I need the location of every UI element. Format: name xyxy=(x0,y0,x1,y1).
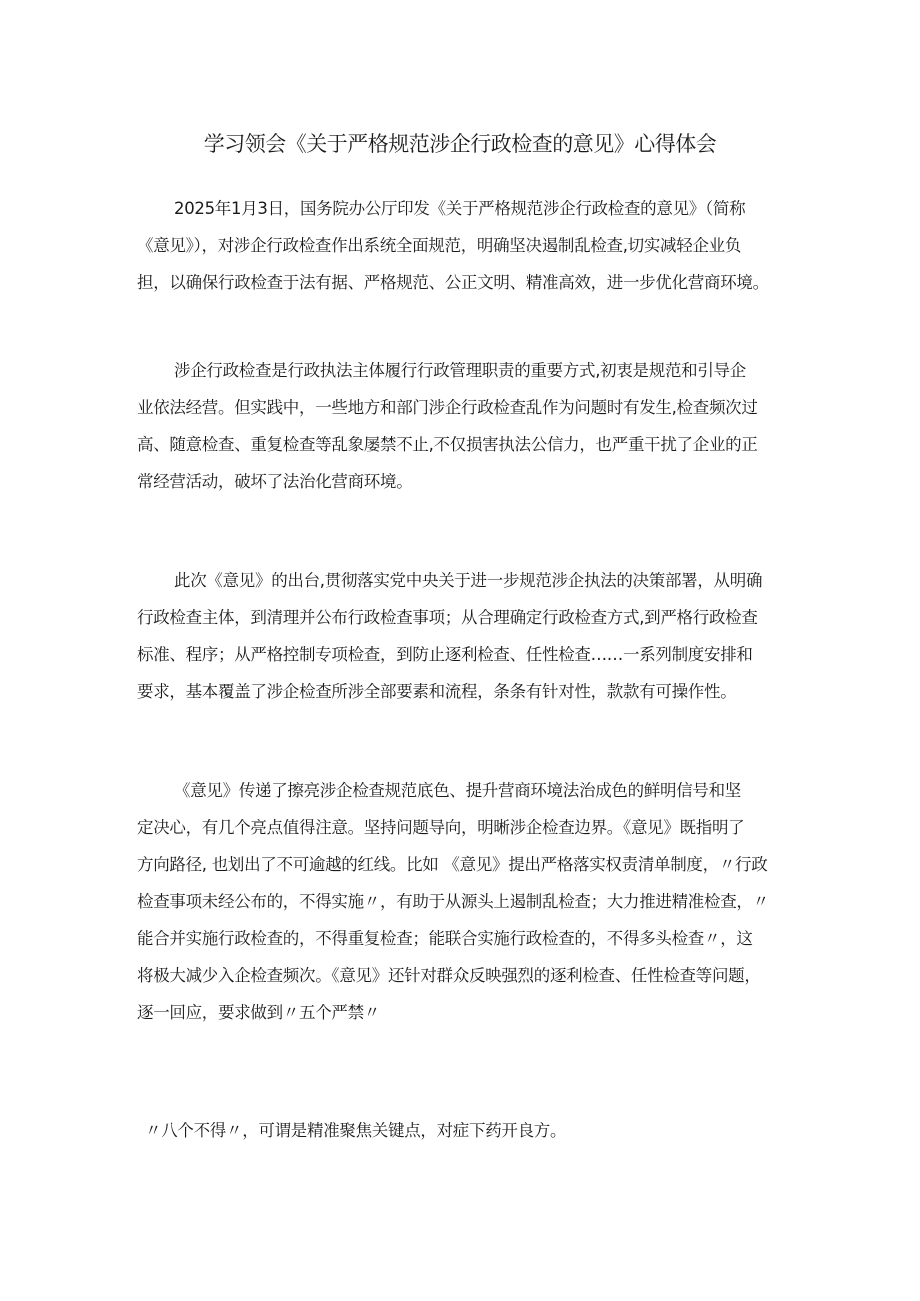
paragraph-line: 定决心，有几个亮点值得注意。坚持问题导向，明晰涉企检查边界。《意见》既指明了 xyxy=(137,818,745,837)
paragraph-1 xyxy=(137,190,797,301)
paragraph-line: 行政检查主体，到清理并公布行政检查事项；从合理确定行政检查方式,到严格行政检查 xyxy=(137,608,758,627)
paragraph-4 xyxy=(137,772,797,1031)
paragraph-tail-line: 〃八个不得〃，可谓是精准聚焦关键点，对症下药开良方。 xyxy=(145,1121,567,1140)
paragraph-line: 逐一回应，要求做到〃五个严禁〃 xyxy=(137,1003,381,1022)
paragraph-line: 方向路径, 也划出了不可逾越的红线。比如 《意见》提出严格落实权责清单制度，〃行政 xyxy=(137,855,768,874)
paragraph-line: 高、随意检查、重复检查等乱象屡禁不止,不仅损害执法公信力，也严重干扰了企业的正 xyxy=(137,435,758,454)
paragraph-3 xyxy=(137,562,797,710)
document-title: 学习领会《关于严格规范涉企行政检查的意见》心得体会 xyxy=(203,132,717,156)
paragraph-line: 能合并实施行政检查的，不得重复检查；能联合实施行政检查的，不得多头检查〃，这 xyxy=(137,929,753,948)
paragraph-line: 检查事项未经公布的，不得实施〃，有助于从源头上遏制乱检查；大力推进精准检查，〃 xyxy=(137,892,769,911)
paragraph-line: 此次《意见》的出台,贯彻落实党中央关于进一步规范涉企执法的决策部署，从明确 xyxy=(174,571,763,590)
paragraph-line: 《意见》），对涉企行政检查作出系统全面规范，明确坚决遏制乱检查,切实减轻企业负 xyxy=(137,236,742,255)
paragraph-line: 《意见》传递了擦亮涉企检查规范底色、提升营商环境法治成色的鲜明信号和坚 xyxy=(174,781,742,800)
paragraph-line: 常经营活动，破坏了法治化营商环境。 xyxy=(137,472,413,491)
paragraph-line: 标准、程序；从严格控制专项检查，到防止逐利检查、任性检查……一系列制度安排和 xyxy=(137,645,753,664)
paragraph-line: 2025年1月3日，国务院办公厅印发《关于严格规范涉企行政检查的意见》（简称 xyxy=(174,199,746,218)
paragraph-line: 涉企行政检查是行政执法主体履行行政管理职责的重要方式,初衷是规范和引导企 xyxy=(174,361,746,380)
paragraph-line: 将极大减少入企检查频次。《意见》还针对群众反映强烈的逐利检查、任性检查等问题， xyxy=(137,966,761,985)
paragraph-2 xyxy=(137,352,797,500)
paragraph-line: 业依法经营。但实践中，一些地方和部门涉企行政检查乱作为问题时有发生,检查频次过 xyxy=(137,398,758,417)
paragraph-line: 要求，基本覆盖了涉企检查所涉全部要素和流程，条条有针对性，款款有可操作性。 xyxy=(137,682,737,701)
paragraph-line: 担，以确保行政检查于法有据、严格规范、公正文明、精准高效，进一步优化营商环境。 xyxy=(137,273,769,292)
